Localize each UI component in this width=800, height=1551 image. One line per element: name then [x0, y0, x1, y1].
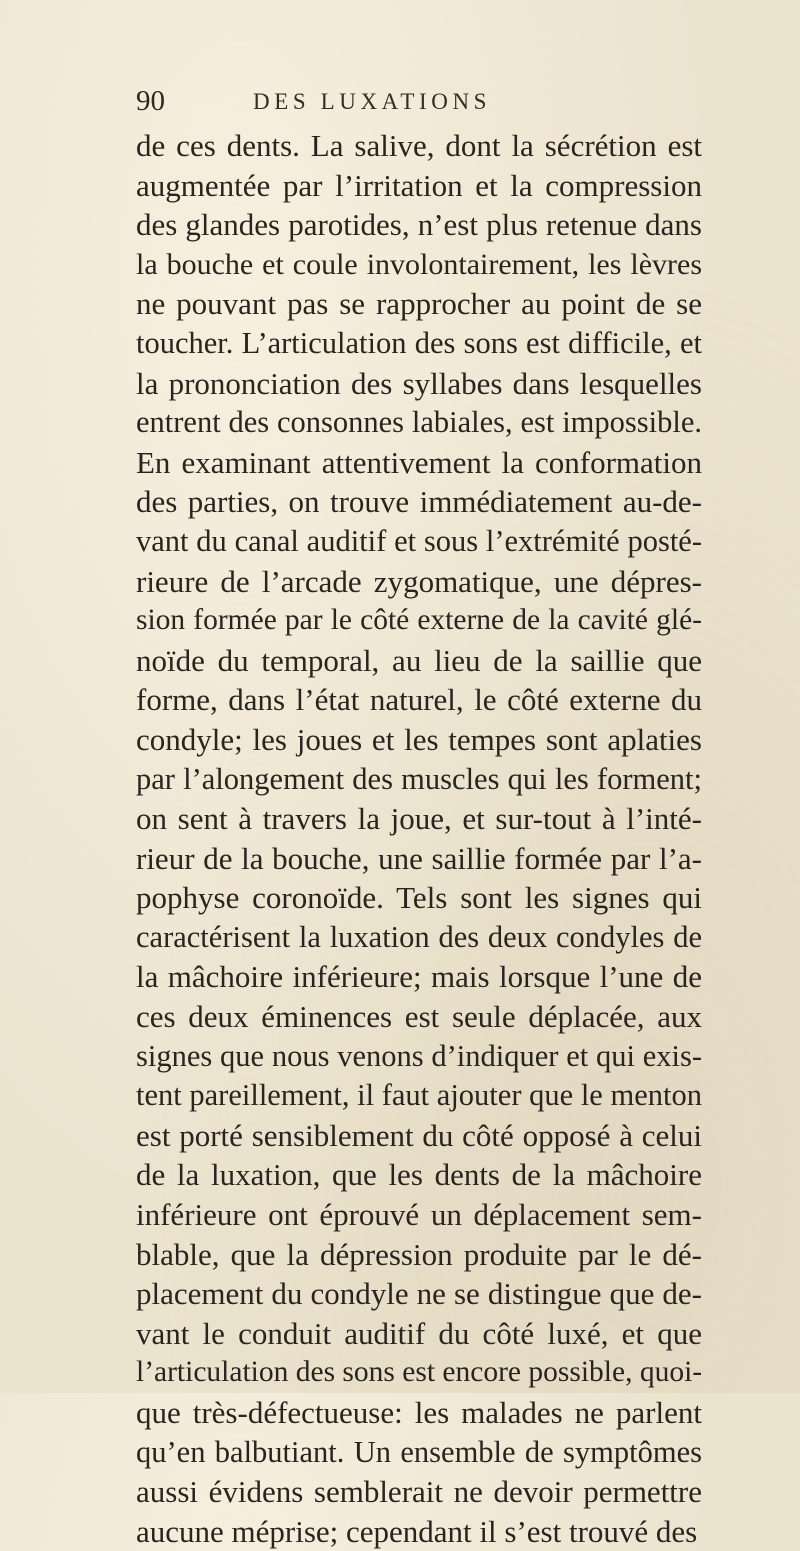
text-line: la mâchoire inférieure; mais lorsque l’une de	[136, 959, 702, 995]
text-line: rieur de la bouche, une saillie formée par l’a-	[136, 840, 702, 876]
text-line: pophyse coronoïde. Tels sont les signes qui	[136, 880, 702, 916]
text-line: rieure de l’arcade zygomatique, une dépres-	[136, 563, 702, 599]
text-line: caractérisent la luxation des deux condyles de	[136, 919, 702, 954]
text-line: qu’en balbutiant. Un ensemble de symptômes	[136, 1434, 702, 1469]
text-line: ces deux éminences est seule déplacée, aux	[136, 999, 702, 1035]
text-line: noïde du temporal, au lieu de la saillie que	[136, 642, 702, 678]
running-title: DES LUXATIONS	[253, 89, 492, 114]
text-line: inférieure ont éprouvé un déplacement sem-	[136, 1197, 702, 1233]
text-line: En examinant attentivement la conformation	[136, 444, 702, 480]
text-line: l’articulation des sons est encore possible, quoi-	[136, 1356, 703, 1389]
text-line: entrent des consonnes labiales, est impossible.	[136, 405, 702, 440]
text-line: de ces dents. La salive, dont la sécrétion est	[136, 128, 702, 163]
body-text	[136, 126, 702, 1551]
text-line: des glandes parotides, n’est plus retenue dans	[136, 207, 702, 243]
text-line: par l’alongement des muscles qui les forment;	[136, 761, 702, 796]
text-line: toucher. L’articulation des sons est difficile, et	[136, 325, 702, 360]
text-line: est porté sensiblement du côté opposé à celui	[136, 1117, 702, 1153]
text-line: que très-défectueuse: les malades ne parlent	[136, 1395, 702, 1430]
text-line: blable, que la dépression produite par le dé-	[136, 1236, 702, 1272]
text-line: tent pareillement, il faut ajouter que le menton	[136, 1078, 702, 1113]
text-line: sion formée par le côté externe de la cavité glé-	[136, 604, 702, 637]
page-number: 90	[136, 85, 165, 117]
text-line: de la luxation, que les dents de la mâchoire	[136, 1157, 702, 1193]
text-line: placement du condyle ne se distingue que de-	[136, 1276, 702, 1312]
text-line: la bouche et coule involontairement, les lèvres	[136, 247, 702, 281]
text-line: des parties, on trouve immédiatement au-de-	[136, 484, 702, 520]
text-line: signes que nous venons d’indiquer et qui exis-	[136, 1038, 702, 1073]
text-line: ne pouvant pas se rapprocher au point de se	[136, 286, 702, 322]
text-line: augmentée par l’irritation et la compression	[136, 167, 702, 203]
text-line: la prononciation des syllabes dans lesquelles	[136, 365, 702, 401]
text-line: vant le conduit auditif du côté luxé, et que	[136, 1315, 702, 1351]
text-line: vant du canal auditif et sous l’extrémité posté-	[136, 523, 702, 558]
text-line: forme, dans l’état naturel, le côté externe du	[136, 682, 702, 718]
text-line: condyle; les joues et les tempes sont aplaties	[136, 721, 702, 757]
text-line: on sent à travers la joue, et sur-tout à l’inté-	[136, 801, 702, 837]
text-line: aucune méprise; cependant il s’est trouvé des	[136, 1513, 698, 1549]
running-head	[136, 84, 696, 118]
text-line: aussi évidens semblerait ne devoir permettre	[136, 1474, 702, 1510]
